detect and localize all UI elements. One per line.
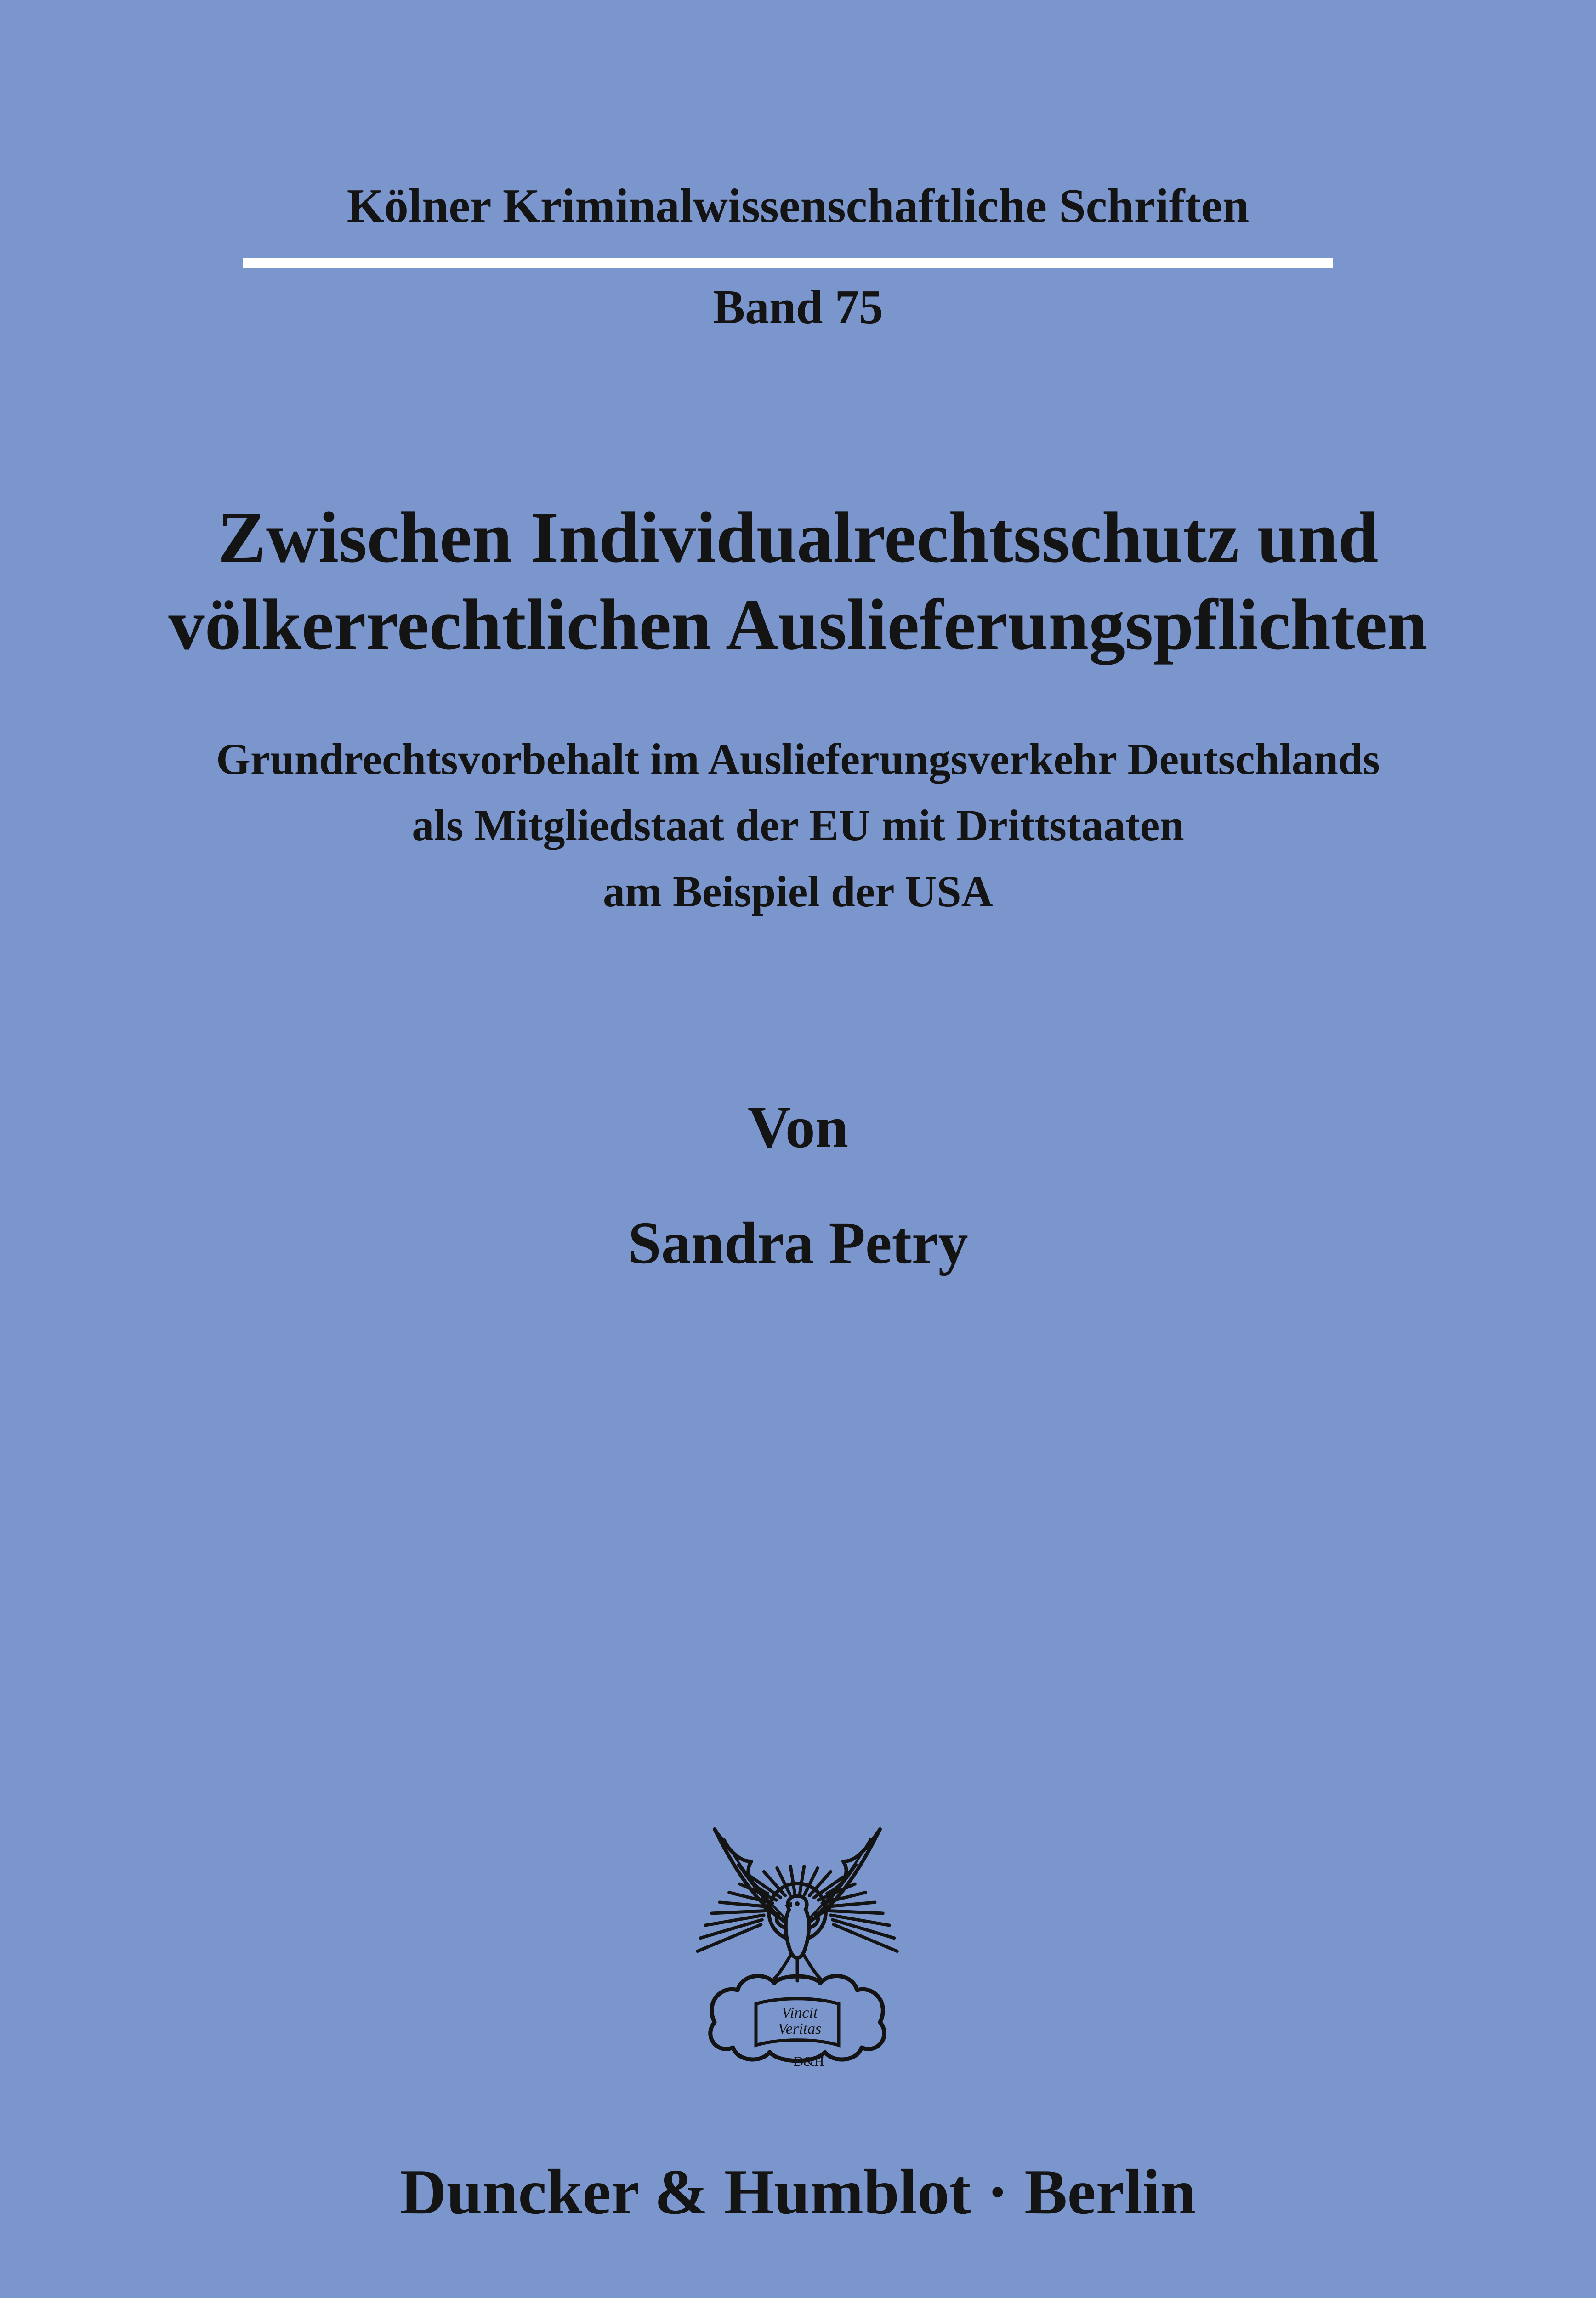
series-title: Kölner Kriminalwissenschaftliche Schriften [346, 179, 1250, 233]
by-label: Von [747, 1094, 849, 1160]
book-subtitle [0, 726, 1596, 925]
logo-sun-ray [800, 1866, 804, 1894]
book-subtitle-line: als Mitgliedstaat der EU mit Drittstaaten [412, 801, 1184, 850]
logo-sun-ray [790, 1866, 795, 1894]
logo-motto-line2: Veritas [778, 2020, 822, 2037]
book-title-line: völkerrechtlichen Auslieferungspflichten [168, 585, 1428, 665]
volume-number: Band 75 [713, 280, 883, 334]
publisher-imprint: Duncker & Humblot · Berlin [400, 2156, 1196, 2228]
logo-monogram: D&H [793, 2054, 824, 2069]
logo-sun-ray [829, 1911, 883, 1913]
book-subtitle-line: am Beispiel der USA [603, 867, 993, 916]
author-name: Sandra Petry [628, 1210, 968, 1276]
book-title-line: Zwischen Individualrechtsschutz und [217, 497, 1379, 578]
logo-sun-ray [712, 1911, 767, 1913]
book-subtitle-line: Grundrechtsvorbehalt im Auslieferungsverkehr Deutschlands [216, 734, 1380, 784]
series-divider-rule [243, 258, 1333, 268]
book-title [0, 494, 1596, 669]
phoenix-sun-emblem-icon [687, 1820, 908, 2077]
logo-motto-line1: Vincit [781, 2004, 818, 2021]
